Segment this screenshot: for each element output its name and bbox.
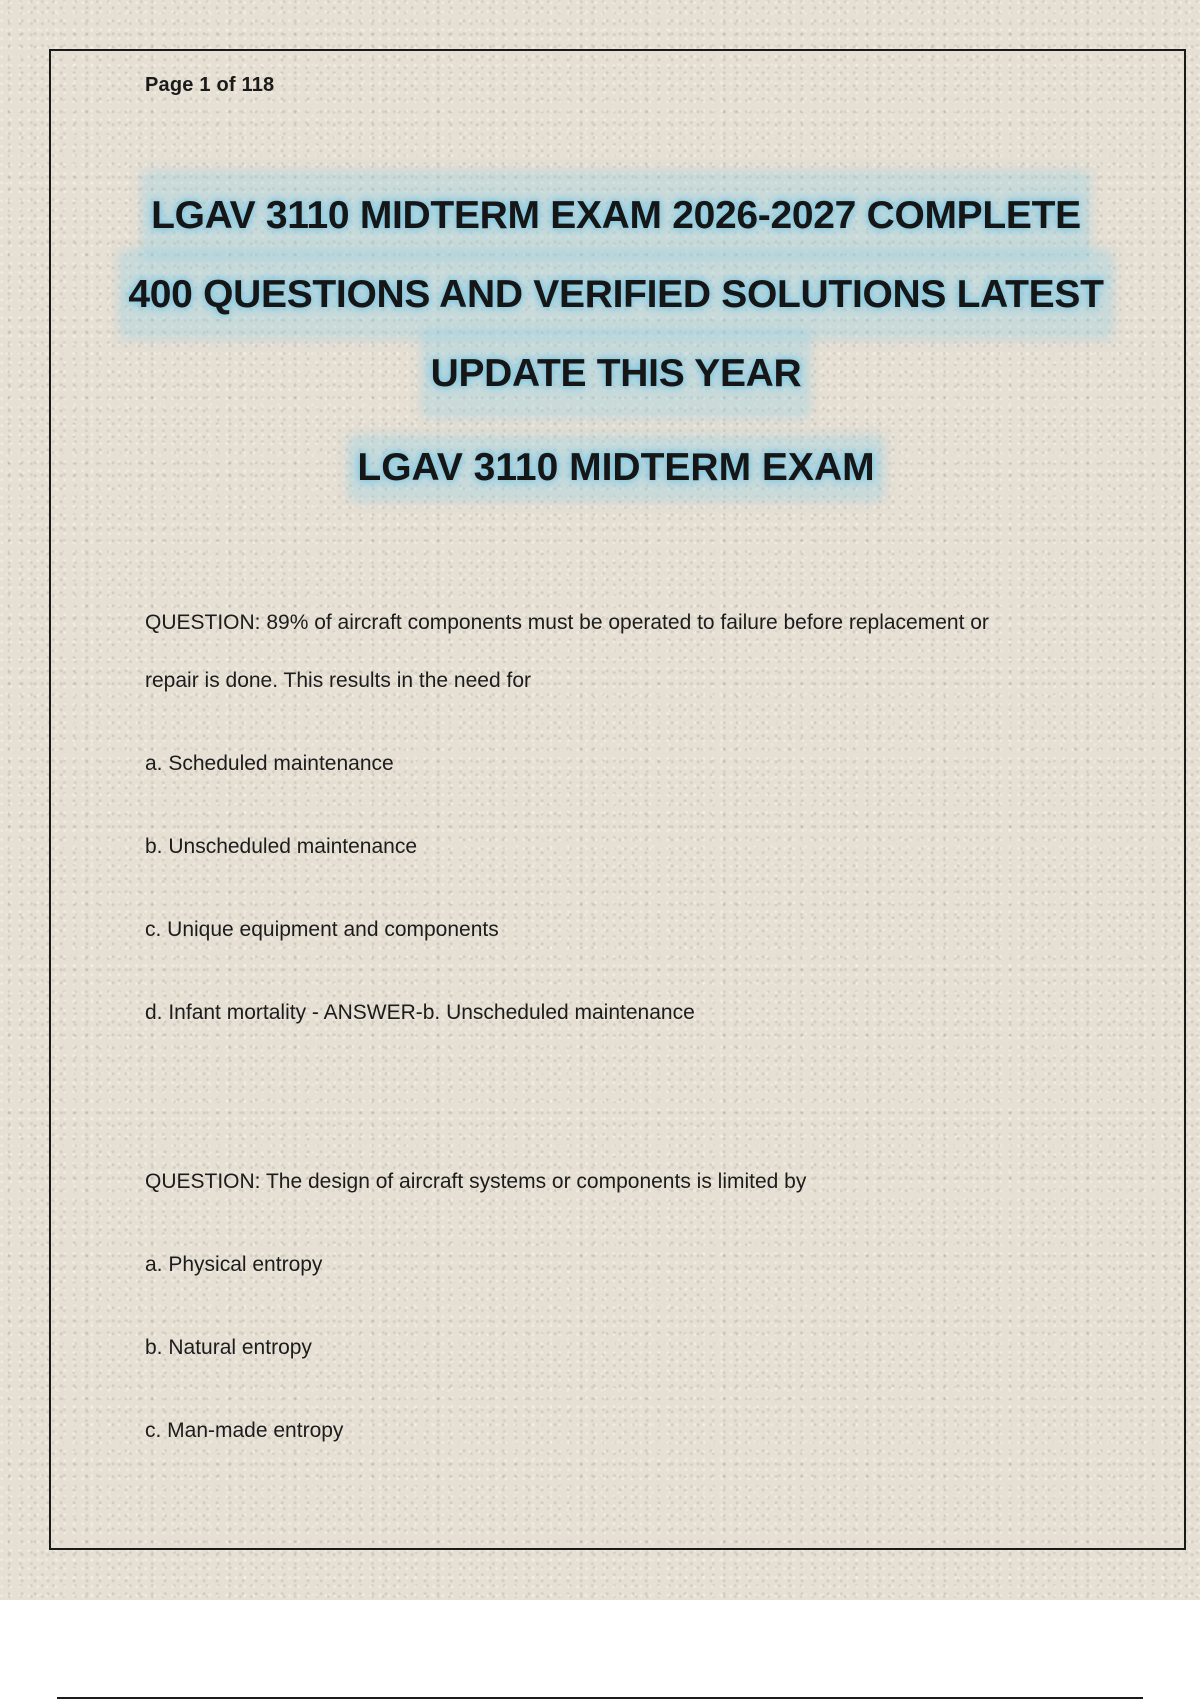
- title-line-1: LGAV 3110 MIDTERM EXAM 2026-2027 COMPLETE: [147, 176, 1085, 255]
- answer-option: c. Unique equipment and components: [145, 918, 499, 941]
- subtitle-text: LGAV 3110 MIDTERM EXAM: [353, 440, 878, 496]
- answer-option: b. Unscheduled maintenance: [145, 835, 418, 858]
- question-block-2: [145, 1153, 1075, 1459]
- page-number: Page 1 of 118: [145, 74, 275, 96]
- title-line-3: UPDATE THIS YEAR: [427, 334, 806, 413]
- answer-option-with-answer: d. Infant mortality - ANSWER-b. Unscheduled maintenance: [145, 1001, 695, 1024]
- question-block-1: [145, 594, 1075, 1041]
- option-list: [145, 1237, 1075, 1459]
- document-subtitle: [100, 440, 1132, 496]
- footer-divider: [57, 1697, 1143, 1699]
- question-text-line: repair is done. This results in the need for: [145, 669, 531, 692]
- document-title: [100, 176, 1132, 413]
- answer-option: c. Man-made entropy: [145, 1419, 344, 1442]
- question-text-line: QUESTION: The design of aircraft systems or components is limited by: [145, 1170, 807, 1193]
- answer-option: a. Scheduled maintenance: [145, 752, 394, 775]
- answer-option: a. Physical entropy: [145, 1253, 323, 1276]
- option-list: [145, 736, 1075, 1041]
- title-line-2: 400 QUESTIONS AND VERIFIED SOLUTIONS LATEST: [124, 255, 1107, 334]
- question-text-line: QUESTION: 89% of aircraft components must be operated to failure before replacement or: [145, 611, 989, 634]
- answer-option: b. Natural entropy: [145, 1336, 312, 1359]
